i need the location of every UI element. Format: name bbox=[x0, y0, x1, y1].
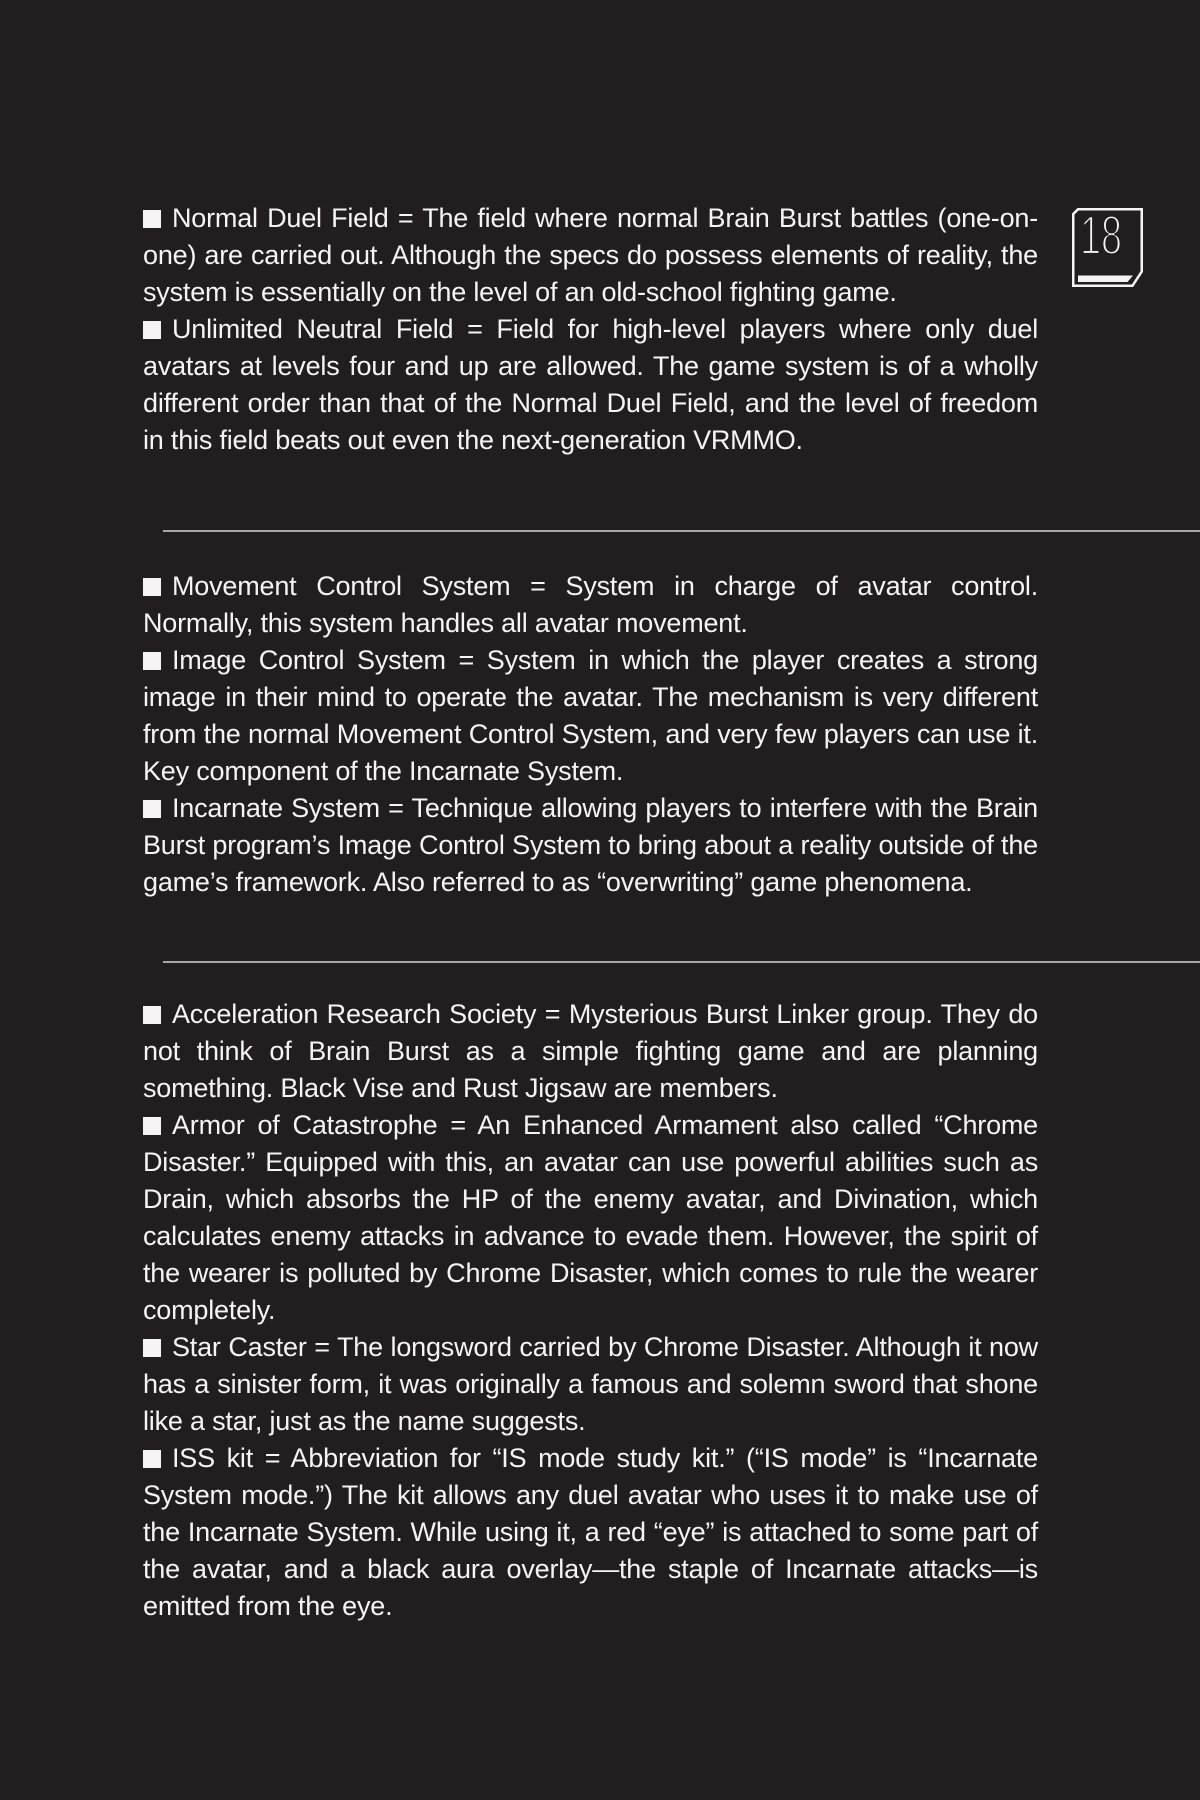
dog-eared-page-icon bbox=[1072, 208, 1143, 287]
square-bullet-icon bbox=[143, 210, 161, 228]
square-bullet-icon bbox=[143, 1450, 161, 1468]
square-bullet-icon bbox=[143, 321, 161, 339]
section-divider bbox=[163, 530, 1200, 532]
glossary-entry bbox=[143, 996, 1038, 1107]
entry-text: Star Caster = The longsword carried by Chrome Disaster. Although it now has a sinister form, it was originally a famous and solemn sword that shone like a star, just as the name suggests. bbox=[143, 1332, 1038, 1436]
entry-text: Incarnate System = Technique allowing players to interfere with the Brain Burst program’s Image Control System to bring about a reality outside of the game’s framework. Also referred to as “overwriting” game phenomena. bbox=[143, 793, 1038, 897]
glossary-entry bbox=[143, 1329, 1038, 1440]
square-bullet-icon bbox=[143, 1006, 161, 1024]
square-bullet-icon bbox=[143, 1339, 161, 1357]
glossary-entry bbox=[143, 200, 1038, 311]
glossary-entry bbox=[143, 1107, 1038, 1329]
entry-text: Unlimited Neutral Field = Field for high-level players where only duel avatars at levels four and up are allowed. The game system is of a wholly different order than that of the Normal Duel Field, and the level of freedom in this field beats out even the next-generation VRMMO. bbox=[143, 314, 1038, 455]
entry-text: Movement Control System = System in charge of avatar control. Normally, this system handles all avatar movement. bbox=[143, 571, 1038, 638]
glossary-entry bbox=[143, 790, 1038, 901]
glossary-entry bbox=[143, 642, 1038, 790]
square-bullet-icon bbox=[143, 1117, 161, 1135]
glossary-entry bbox=[143, 568, 1038, 642]
square-bullet-icon bbox=[143, 578, 161, 596]
entry-text: Image Control System = System in which the player creates a strong image in their mind to operate the avatar. The mechanism is very different from the normal Movement Control System, and very few players can use it. Key component of the Incarnate System. bbox=[143, 645, 1038, 786]
page-number: 18 bbox=[1080, 208, 1122, 266]
square-bullet-icon bbox=[143, 800, 161, 818]
glossary-section-fields bbox=[143, 200, 1038, 459]
page-number-badge bbox=[1072, 208, 1143, 287]
entry-text: Armor of Catastrophe = An Enhanced Armament also called “Chrome Disaster.” Equipped with this, an avatar can use powerful abilities such as Drain, which absorbs the HP of the enemy avatar, and Divination, which calculates enemy attacks in advance to evade them. However, the spirit of the wearer is polluted by Chrome Disaster, which comes to rule the wearer completely. bbox=[143, 1110, 1038, 1325]
entry-text: ISS kit = Abbreviation for “IS mode study kit.” (“IS mode” is “Incarnate System mode.”) The kit allows any duel avatar who uses it to make use of the Incarnate System. While using it, a red “eye” is attached to some part of the avatar, and a black aura overlay—the staple of Incarnate attacks—is emitted from the eye. bbox=[143, 1443, 1038, 1621]
square-bullet-icon bbox=[143, 652, 161, 670]
section-divider bbox=[163, 961, 1200, 963]
glossary-section-control-systems bbox=[143, 568, 1038, 901]
entry-text: Acceleration Research Society = Mysterious Burst Linker group. They do not think of Brain Burst as a simple fighting game and are planning something. Black Vise and Rust Jigsaw are members. bbox=[143, 999, 1038, 1103]
entry-text: Normal Duel Field = The field where normal Brain Burst battles (one-on-one) are carried out. Although the specs do possess elements of reality, the system is essentially on the level of an old-school fighting game. bbox=[143, 203, 1038, 307]
glossary-entry bbox=[143, 311, 1038, 459]
glossary-entry bbox=[143, 1440, 1038, 1625]
glossary-section-factions-items bbox=[143, 996, 1038, 1625]
